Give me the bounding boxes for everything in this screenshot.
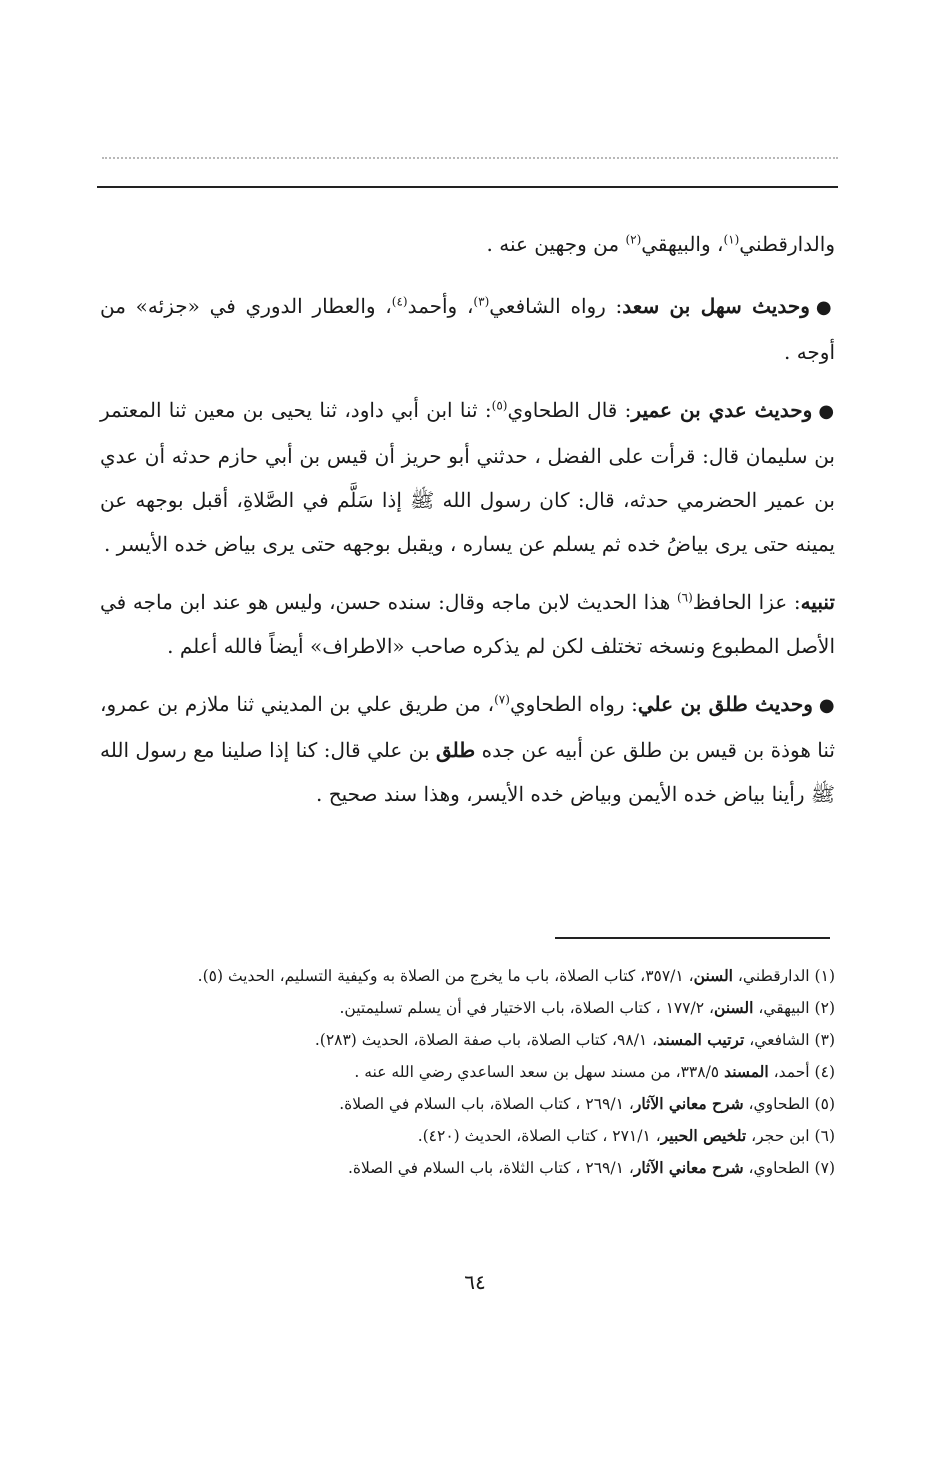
text: البيهقي،	[753, 999, 815, 1017]
header-dotted-rule	[102, 157, 838, 159]
book-title: ترتيب المسند	[657, 1030, 745, 1049]
footnote-4	[100, 1056, 835, 1088]
paragraph-heading: وحديث طلق بن علي	[637, 692, 813, 716]
footnote-number: (٥)	[814, 1095, 835, 1113]
text: ، وأحمد	[407, 294, 474, 318]
bullet-icon: ●	[818, 401, 835, 422]
footnote-ref[interactable]: (٢)	[625, 232, 642, 247]
text: الطحاوي،	[743, 1159, 815, 1177]
text: ، والعطار الدوري في «جزئه» من أوجه .	[100, 294, 835, 364]
text: : رواه الطحاوي	[509, 692, 638, 716]
bold-name: طلق	[435, 738, 476, 762]
footnote-number: (٧)	[814, 1159, 835, 1177]
text: الشافعي،	[744, 1031, 815, 1049]
footnote-3	[100, 1024, 835, 1056]
paragraph-heading: وحديث عدي بن عمير	[631, 398, 813, 422]
bullet-icon: ●	[815, 297, 835, 318]
text: الدارقطني،	[733, 967, 815, 985]
text: ، ٢٦٩/١ ، كتاب الثلاة، باب السلام في الصلاة.	[348, 1159, 634, 1177]
footnotes	[100, 960, 835, 1184]
footnote-number: (٢)	[814, 999, 835, 1017]
book-title: شرح معاني الآثار	[633, 1158, 744, 1177]
paragraph-sahl-ibn-saad	[100, 284, 835, 374]
header-rule	[97, 186, 838, 188]
text: ، ٩٨/١، كتاب الصلاة، باب صفة الصلاة، الحديث (٢٨٣).	[314, 1031, 658, 1049]
book-title: السنن	[714, 998, 754, 1017]
footnote-ref[interactable]: (٣)	[473, 294, 490, 309]
main-text	[100, 222, 835, 830]
text: ، ٢٧١/١ ، كتاب الصلاة، الحديث (٤٢٠).	[417, 1127, 661, 1145]
text: بن علي قال: كنا إذا صلينا مع رسول الله ﷺ رأينا بياض خده الأيمن وبياض خده الأيسر، وهذا سند صحيح .	[100, 738, 835, 806]
footnote-6	[100, 1120, 835, 1152]
footnote-1	[100, 960, 835, 992]
text: الطحاوي،	[743, 1095, 815, 1113]
paragraph-heading: وحديث سهل بن سعد	[622, 294, 810, 318]
footnote-ref[interactable]: (١)	[723, 232, 740, 247]
text: : قال الطحاوي	[507, 398, 632, 422]
text: ٣٣٨/٥، من مسند سهل بن سعد الساعدي رضي الله عنه .	[354, 1063, 725, 1081]
footnote-separator	[555, 937, 830, 939]
footnote-ref[interactable]: (٤)	[391, 294, 408, 309]
text: من وجهين عنه .	[486, 232, 626, 256]
text: ، ٢٦٩/١ ، كتاب الصلاة، باب السلام في الصلاة.	[339, 1095, 634, 1113]
text: ابن حجر،	[746, 1127, 815, 1145]
book-title: شرح معاني الآثار	[633, 1094, 744, 1113]
text: : رواه الشافعي	[489, 294, 623, 318]
footnote-2	[100, 992, 835, 1024]
page-number: ٦٤	[464, 1270, 486, 1294]
text: ، والبيهقي	[641, 232, 724, 256]
text: ، ١٧٧/٢ ، كتاب الصلاة، باب الاختيار في أن يسلم تسليمتين.	[339, 999, 715, 1017]
paragraph-continuation	[100, 222, 835, 266]
footnote-ref[interactable]: (٦)	[676, 590, 693, 605]
paragraph-adi-ibn-umair	[100, 388, 835, 566]
footnote-number: (٣)	[814, 1031, 835, 1049]
footnote-ref[interactable]: (٥)	[491, 398, 508, 413]
book-title: المسند	[724, 1062, 769, 1081]
text: أحمد،	[768, 1063, 815, 1081]
book-title: تلخيص الحبير	[660, 1126, 747, 1145]
text: هذا الحديث لابن ماجه وقال: سنده حسن، وليس هو عند ابن ماجه في الأصل المطبوع ونسخه تختلف لكن لم يذكره صاحب «الاطراف» أيضاً فالله أعلم .	[100, 590, 835, 658]
text: : عزا الحافظ	[692, 590, 801, 614]
footnote-ref[interactable]: (٧)	[494, 692, 510, 707]
footnote-5	[100, 1088, 835, 1120]
text: والدارقطني	[739, 232, 835, 256]
book-title: السنن	[693, 966, 733, 985]
paragraph-tanbih	[100, 580, 835, 668]
footnote-number: (٤)	[814, 1063, 835, 1081]
paragraph-talq-ibn-ali	[100, 682, 835, 816]
text: ، من طريق علي بن المديني ثنا ملازم بن عمرو، ثنا هوذة بن قيس بن طلق عن أبيه عن جده	[100, 692, 835, 762]
bullet-icon: ●	[818, 695, 835, 716]
text: ، ٣٥٧/١، كتاب الصلاة، باب ما يخرج من الصلاة به وكيفية التسليم، الحديث (٥).	[197, 967, 694, 985]
footnote-7	[100, 1152, 835, 1184]
footnote-number: (١)	[814, 967, 835, 985]
paragraph-heading: تنبيه	[800, 590, 835, 614]
text: : ثنا ابن أبي داود، ثنا يحيى بن معين ثنا المعتمر بن سليمان قال: قرأت على الفضل ، حدثني أبو حريز أن قيس بن أبي حازم حدثه أن عدي بن عمير الحضرمي حدثه، قال: كان رسول الله ﷺ إذا سَلَّم في الصَّلاةِ، أقبل بوجهه عن يمينه حتى يرى بياضُ خده ثم يسلم عن يساره ، ويقبل بوجهه حتى يرى بياض خده الأيسر .	[100, 398, 835, 556]
footnote-number: (٦)	[814, 1127, 835, 1145]
